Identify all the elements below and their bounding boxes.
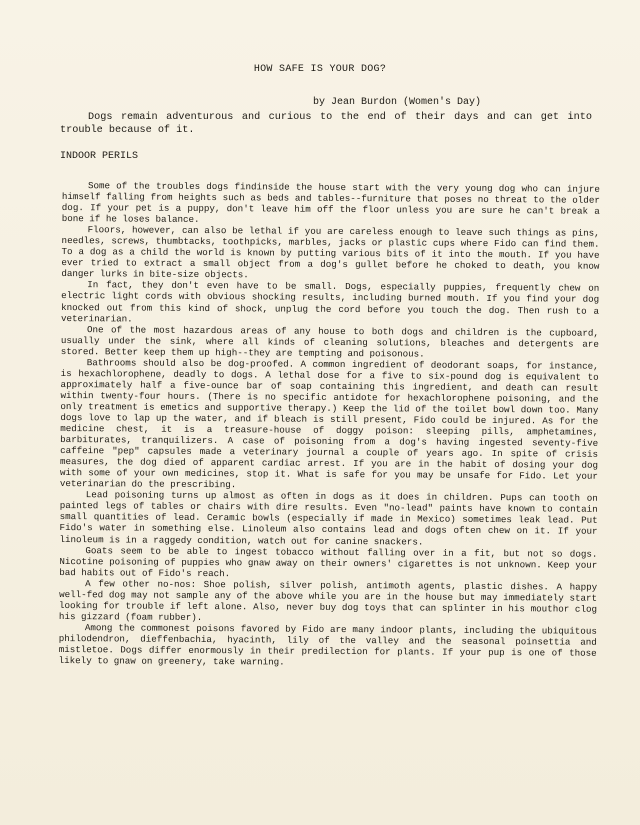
paragraph: Among the commonest poisons favored by Fido are many indoor plants, including the ubiquitous philodendron, dieffenbachia, hyacinth, lily of the valley and the seasonal poinsettia and mistletoe. Dogs differ enormously in their predilection for plants. If your pup is one of those likely to gnaw on greenery, take warning.	[58, 622, 597, 668]
byline: by Jean Burdon (Women's Day)	[313, 97, 482, 108]
paragraph: Goats seem to be able to ingest tobacco without falling over in a fit, but not so dogs. Nicotine poisoning of puppies who gnaw away on their owners' cigarettes is not unknown. Keep your bad habits out of Fido's reach.	[59, 544, 598, 579]
paragraph: Lead poisoning turns up almost as often in dogs as it does in children. Pups can tooth on painted legs of tables or chairs with dire results. Even "no-lead" paints have known to contain small quantities of lead. Ceramic bowls (especially if made in Mexico) sometimes leak lead. Put Fido's water in something else. Linoleum also contains lead and dogs often chew on it. If your linoleum is in a raggedy condition, watch out for canine snackers.	[59, 489, 598, 548]
section-heading: INDOOR PERILS	[60, 151, 139, 162]
paragraph: In fact, they don't even have to be small. Dogs, especially puppies, frequently chew on electric light cords with obvious shocking results, including burned mouth. If you find your dog knocked out from this kind of shock, unplug the cord before you touch the dog. Then rush to a veterinarian.	[60, 279, 600, 325]
body-text	[58, 180, 600, 814]
paragraph: Some of the troubles dogs findinside the house start with the very young dog who can injure himself falling from heights such as beds and tables--furniture that poses no threat to the older dog. If your pet is a puppy, don't leave him off the floor unless you are sure he can't break a bone if he loses balance.	[61, 180, 600, 226]
document-title: HOW SAFE IS YOUR DOG?	[253, 64, 387, 75]
paragraph: A few other no-nos: Shoe polish, silver polish, antimoth agents, plastic dishes. A happy well-fed dog may not sample any of the above while you are in the house but may immediately start looking for trouble if left alone. Also, never buy dog toys that can splinter in his mouthor clog his gizzard (foam rubber).	[58, 577, 598, 623]
intro-paragraph: Dogs remain adventurous and curious to the end of their days and can get into trouble because of it.	[60, 112, 592, 136]
paragraph: One of the most hazardous areas of any house to both dogs and children is the cupboard, usually under the sink, where all kinds of cleaning solutions, bleaches and detergents are stored. Better keep them up high--they are tempting and poisonous.	[60, 323, 599, 360]
paragraph: Bathrooms should also be dog-proofed. A common ingredient of deodorant soaps, for instance, is hexachlorophene, deadly to dogs. A lethal dose for a five to six-pound dog is equivalent to approximately half a five-ounce bar of soap containing this ingredient, and death can result within twenty-four hours. (There is no specific antidote for hexachlorophene poisoning, and the only treatment is emetics and supportive therapy.) Keep the lid of the toilet bowl down too. Many dogs love to lap up the water, and if bleach is still present, Fido could be injured. As for the medicine chest, it is a treasure-house of doggy poison: sleeping pills, amphetamines, barbiturates, tranquilizers. A case of poisoning from a dog's having ingested seventy-five caffeine "pep" capsules made a veterinary journal a couple of years ago. In spite of crisis measures, the dog died of apparent cardiac arrest. If you are in the habit of dosing your dog with some of your own medicines, stop it. What is safe for you may be unsafe for Fido. Let your veterinarian do the prescribing.	[59, 356, 599, 491]
paragraph: Floors, however, can also be lethal if you are careless enough to leave such things as pins, needles, screws, thumbtacks, toothpicks, marbles, jacks or plastic cups where Fido can find them. To a dog as a child the world is known by putting various bits of it into the mouth. If you have ever tried to extract a small object from a dog's gullet before he choked to death, you know danger lurks in bite-size objects.	[61, 224, 600, 281]
